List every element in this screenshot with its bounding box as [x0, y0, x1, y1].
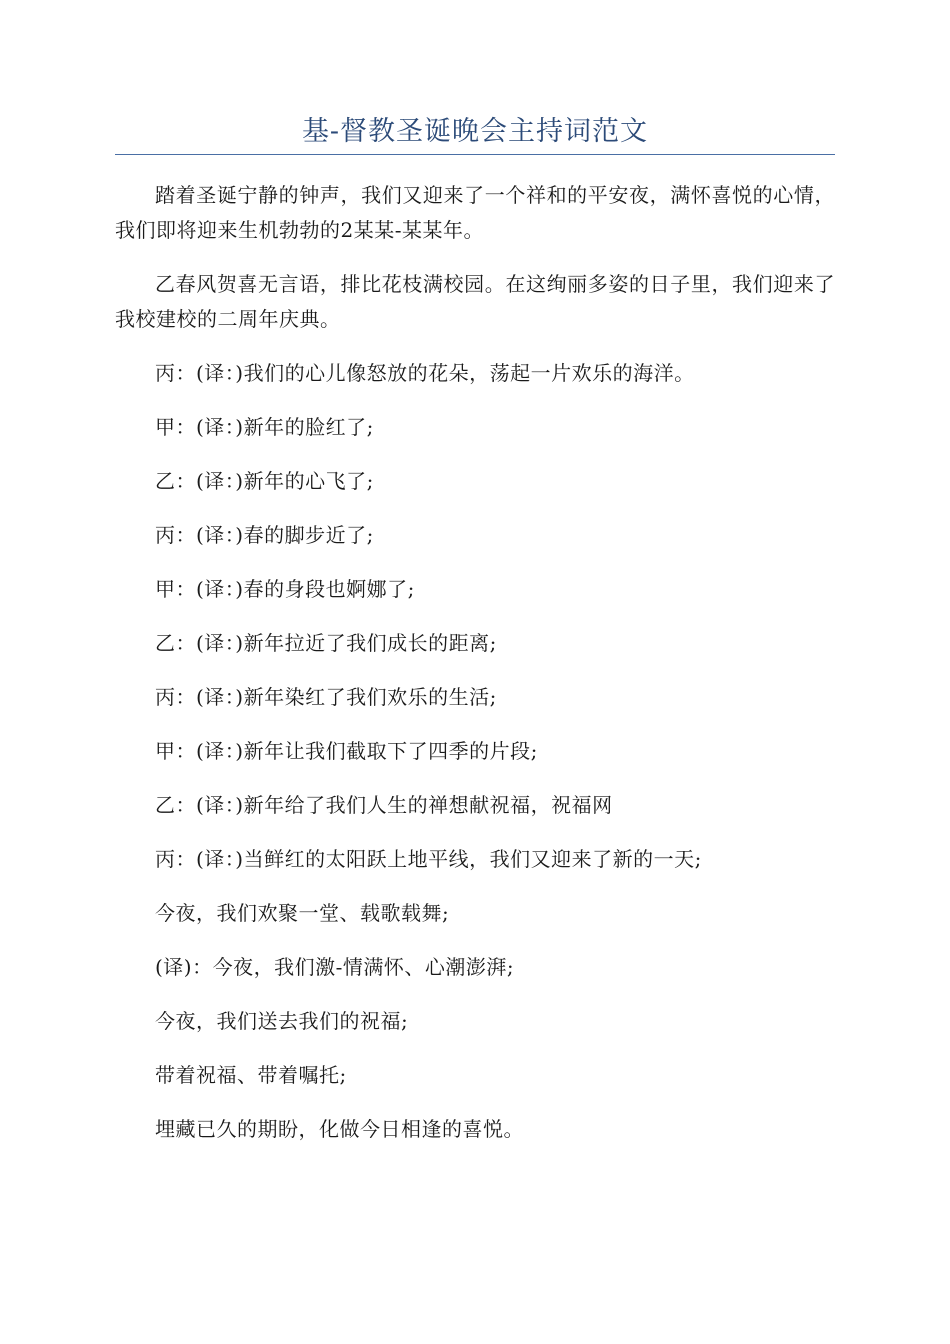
- paragraph: 踏着圣诞宁静的钟声，我们又迎来了一个祥和的平安夜，满怀喜悦的心情，我们即将迎来生机勃勃的2某某-某某年。: [115, 183, 835, 242]
- paragraph: 乙：(译：)新年给了我们人生的禅想献祝福，祝福网: [155, 793, 613, 817]
- paragraph: 乙：(译：)新年拉近了我们成长的距离;: [155, 631, 497, 655]
- paragraph: 今夜，我们欢聚一堂、载歌载舞;: [155, 901, 450, 925]
- paragraph: 丙：(译：)我们的心儿像怒放的花朵，荡起一片欢乐的海洋。: [155, 361, 695, 385]
- paragraph: 甲：(译：)新年的脸红了;: [155, 415, 374, 439]
- paragraph: 丙：(译：)春的脚步近了;: [155, 523, 374, 547]
- paragraph: (译)：今夜，我们激-情满怀、心潮澎湃;: [155, 955, 515, 979]
- paragraph: 甲：(译：)春的身段也婀娜了;: [155, 577, 415, 601]
- document-body: [115, 178, 835, 1166]
- document-title: 基-督教圣诞晚会主持词范文: [301, 116, 649, 147]
- paragraph: 甲：(译：)新年让我们截取下了四季的片段;: [155, 739, 538, 763]
- paragraph: 乙春风贺喜无言语，排比花枝满校园。在这绚丽多姿的日子里，我们迎来了我校建校的二周年庆典。: [115, 272, 835, 331]
- title-divider: [115, 154, 835, 155]
- paragraph: 今夜，我们送去我们的祝福;: [155, 1009, 409, 1033]
- paragraph: 丙：(译：)当鲜红的太阳跃上地平线，我们又迎来了新的一天;: [155, 847, 702, 871]
- paragraph: 乙：(译：)新年的心飞了;: [155, 469, 374, 493]
- paragraph: 带着祝福、带着嘱托;: [155, 1063, 347, 1087]
- paragraph: 埋藏已久的期盼，化做今日相逢的喜悦。: [155, 1117, 524, 1141]
- paragraph: 丙：(译：)新年染红了我们欢乐的生活;: [155, 685, 497, 709]
